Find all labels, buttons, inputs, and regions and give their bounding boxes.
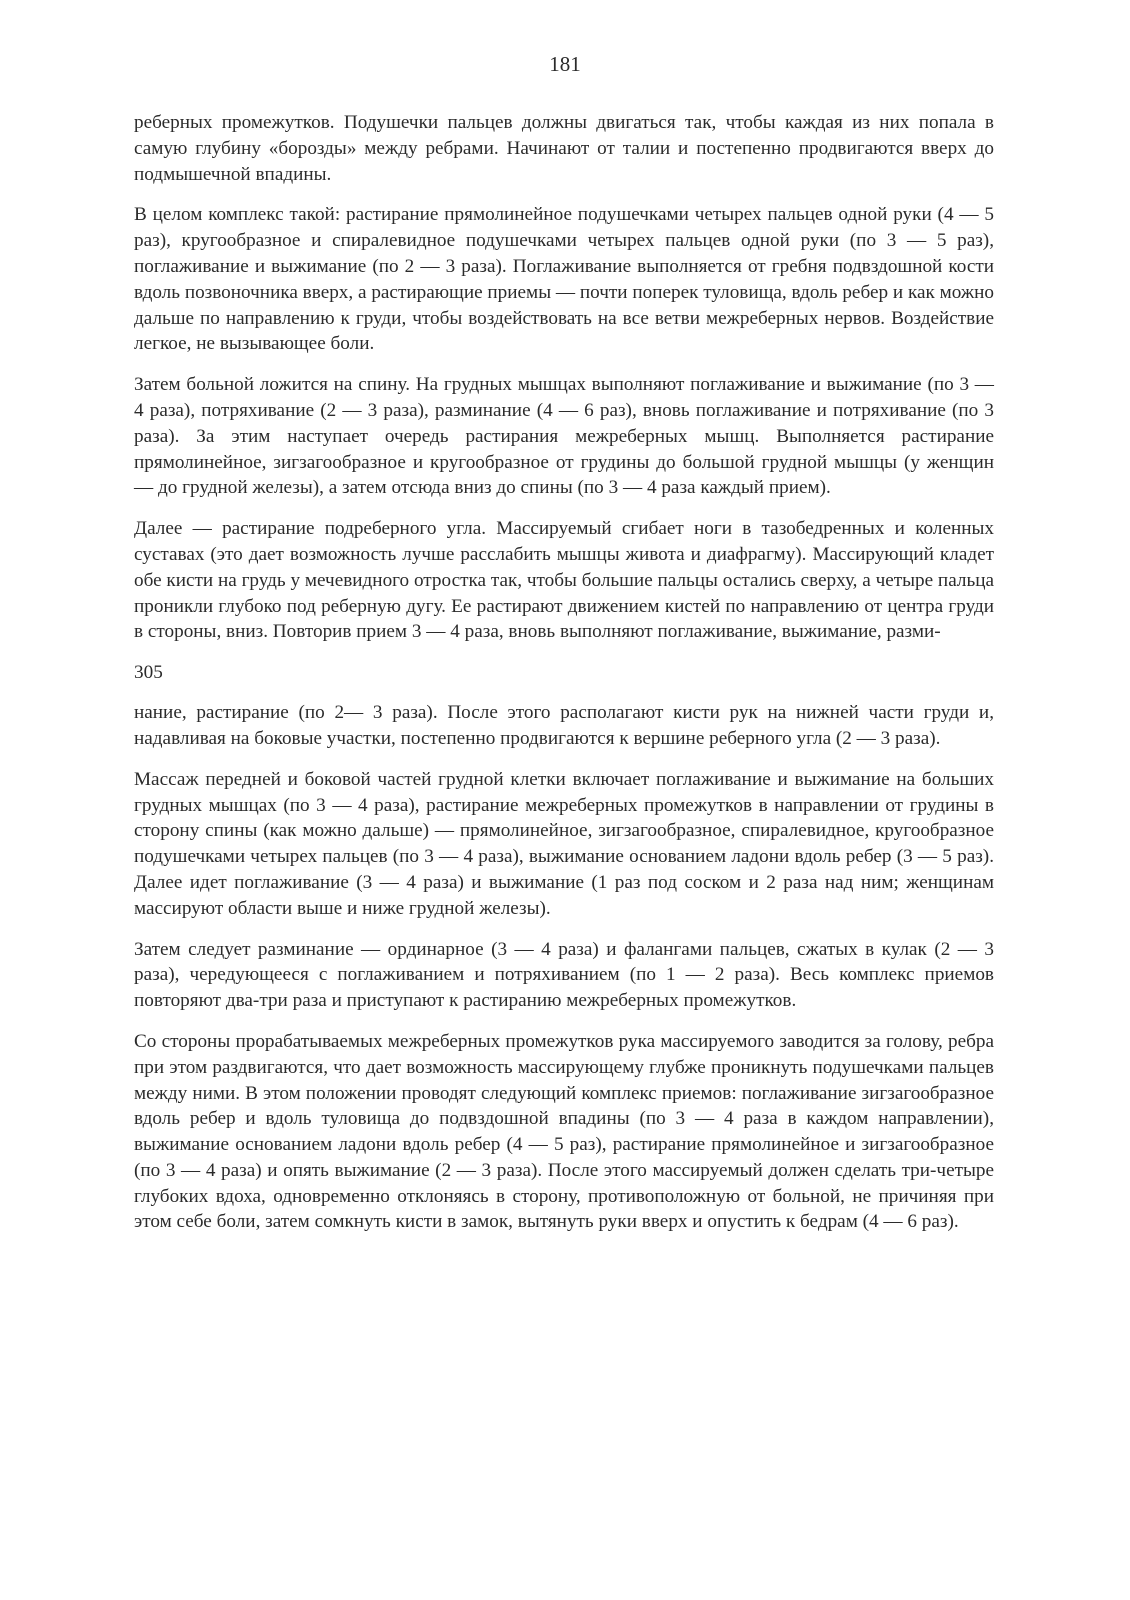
page-content	[134, 110, 994, 1250]
paragraph: реберных промежутков. Подушечки пальцев должны двигаться так, чтобы каждая из них попала в самую глубину «борозды» между ребрами. Начинают от талии и постепенно продвигаются вверх до подмышечной впадины.	[134, 112, 994, 185]
paragraph: Затем следует разминание — ординарное (3 — 4 раза) и фалангами пальцев, сжатых в кулак (2 — 3 раза), чередующееся с поглаживанием и потряхиванием (по 1 — 2 раза). Весь комплекс приемов повторяют два-три раза и приступают к растиранию межреберных промежутков.	[134, 938, 994, 1012]
page-number: 181	[549, 52, 581, 76]
paragraph: Со стороны прорабатываемых межреберных промежутков рука массируемого заводится за голову, ребра при этом раздвигаются, что дает возможность массирующему глубже проникнуть подушечками пальцев между ними. В этом положении проводят следующий комплекс приемов: поглаживание зигзагообразное вдоль ребер и вдоль туловища до подвздошной впадины (по 3 — 4 раза в каждом направлении), выжимание основанием ладони вдоль ребер (4 — 5 раз), растирание прямолинейное и зигзагообразное (по 3 — 4 раза) и опять выжимание (2 — 3 раза). После этого массируемый должен сделать три-четыре глубоких вдоха, одновременно отклоняясь в сторону, противоположную от больной, не причиняя при этом себе боли, затем сомкнуть кисти в замок, вытянуть руки вверх и опустить к бедрам (4 — 6 раз).	[134, 1030, 994, 1233]
paragraph: В целом комплекс такой: растирание прямолинейное подушечками четырех пальцев одной руки (4 — 5 раз), кругообразное и спиралевидное подушечками четырех пальцев одной руки (по 3 — 5 раз), поглаживание и выжимание (по 2 — 3 раза). Поглаживание выполняется от гребня подвздошной кости вдоль позвоночника вверх, а растирающие приемы — почти поперек туловища, вдоль ребер и как можно дальше по направлению к груди, чтобы воздействовать на все ветви межреберных нервов. Воздействие легкое, не вызывающее боли.	[134, 204, 994, 355]
paragraph: Массаж передней и боковой частей грудной клетки включает поглаживание и выжимание на больших грудных мышцах (по 3 — 4 раза), растирание межреберных промежутков в направлении от грудины в сторону спины (как можно дальше) — прямолинейное, зигзагообразное, спиралевидное, кругообразное подушечками четырех пальцев (по 3 — 4 раза), выжимание основанием ладони вдоль ребер (3 — 5 раз). Далее идет поглаживание (3 — 4 раза) и выжимание (1 раз под соском и 2 раза над ним; женщинам массируют области выше и ниже грудной железы).	[134, 768, 994, 919]
paragraph: Затем больной ложится на спину. На грудных мышцах выполняют поглаживание и выжимание (по 3 — 4 раза), потряхивание (2 — 3 раза), разминание (4 — 6 раз), вновь поглаживание и потряхивание (по 3 раза). За этим наступает очередь растирания межреберных мышц. Выполняется растирание прямолинейное, зигзагообразное и кругообразное от грудины до большой грудной мышцы (у женщин — до грудной железы), а затем отсюда вниз до спины (по 3 — 4 раза каждый прием).	[134, 374, 994, 499]
paragraph: нание, растирание (по 2— 3 раза). После этого располагают кисти рук на нижней части груди и, надавливая на боковые участки, постепенно продвигаются к вершине реберного угла (2 — 3 раза).	[134, 702, 994, 749]
source-page-number: 305	[134, 662, 163, 684]
paragraph: Далее — растирание подреберного угла. Массируемый сгибает ноги в тазобедренных и коленных суставах (это дает возможность лучше расслабить мышцы живота и диафрагму). Массирующий кладет обе кисти на грудь у мечевидного отростка так, чтобы большие пальцы остались сверху, а четыре пальца проникли глубоко под реберную дугу. Ее растирают движением кистей по направлению от центра груди в стороны, вниз. Повторив прием 3 — 4 раза, вновь выполняют поглаживание, выжимание, разми-	[134, 518, 994, 643]
